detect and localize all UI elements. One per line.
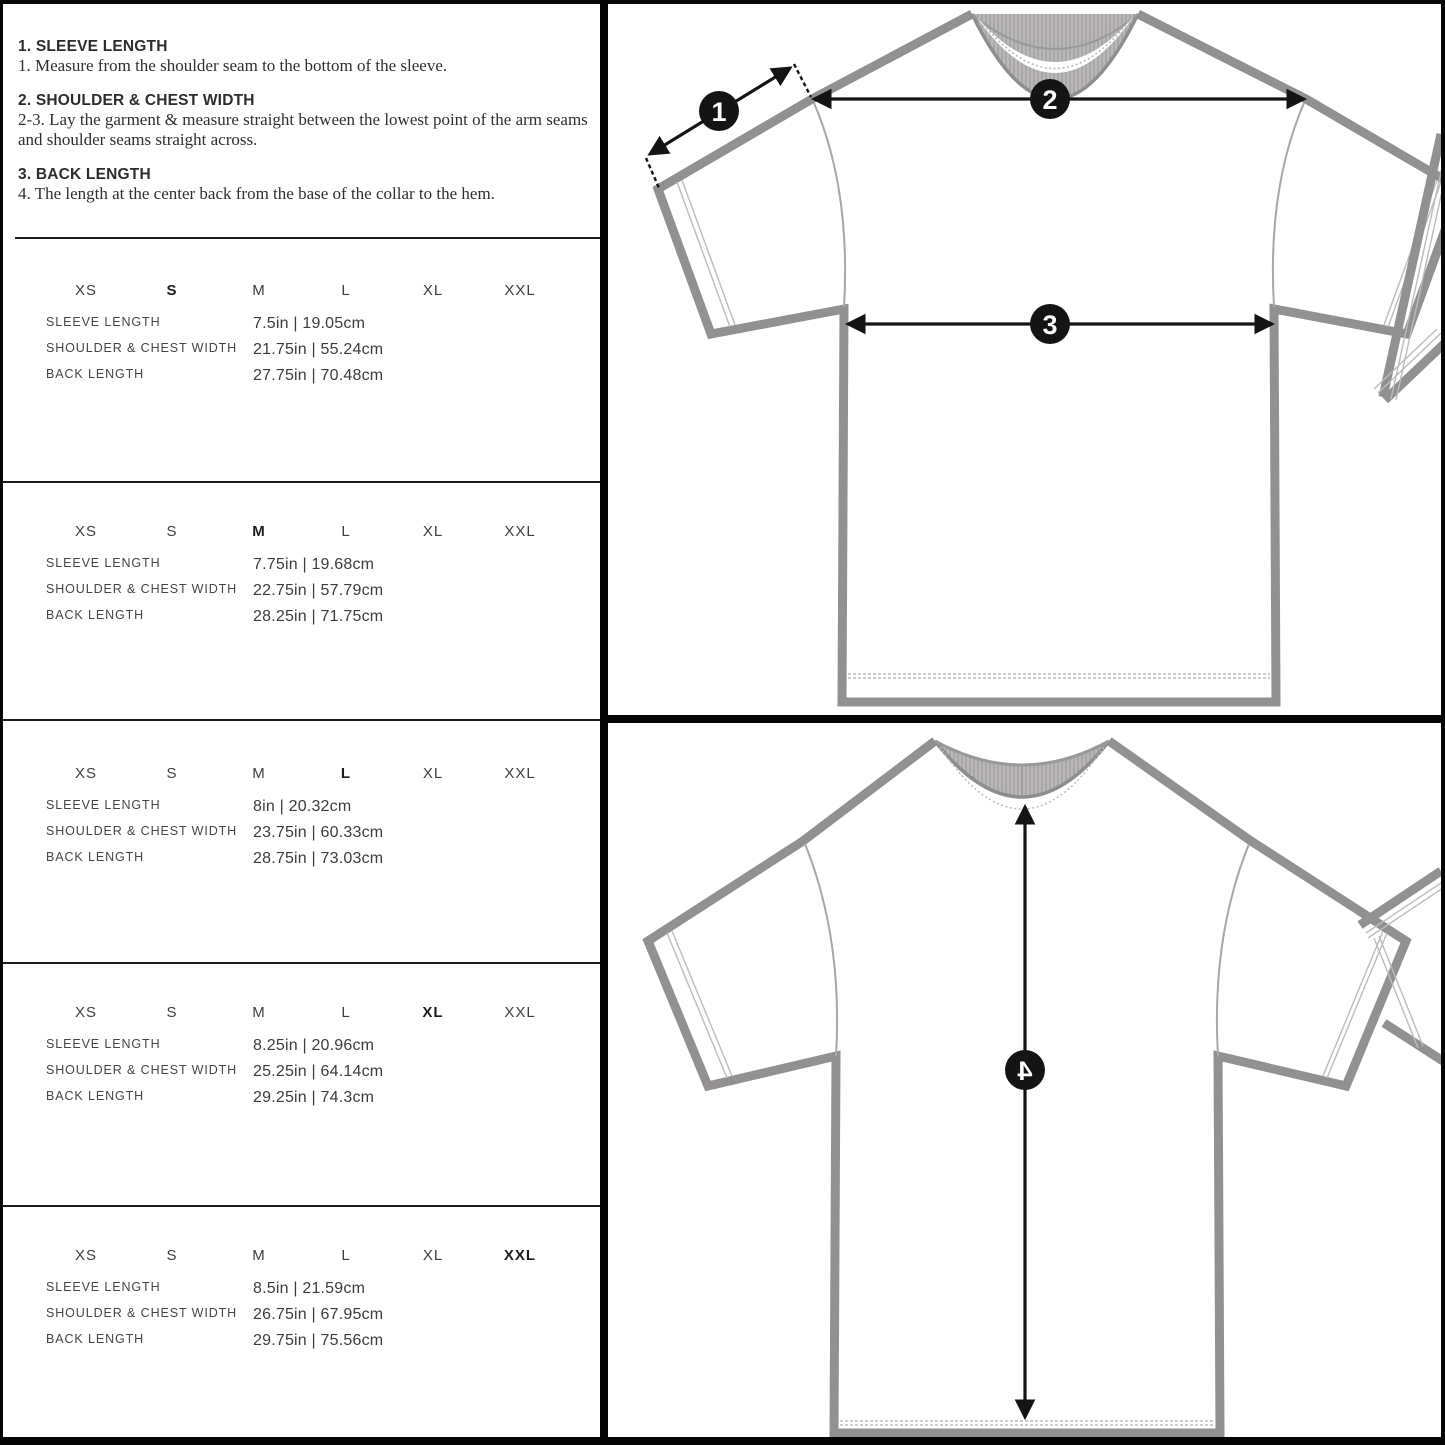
spec-value: 21.75in | 55.24cm bbox=[253, 341, 384, 358]
size-option-s: S bbox=[166, 765, 178, 782]
spec-label: BACK LENGTH bbox=[46, 608, 145, 622]
size-option-xxl: XXL bbox=[504, 765, 536, 782]
spec-value: 7.5in | 19.05cm bbox=[253, 315, 366, 332]
size-option-xs: XS bbox=[74, 1247, 98, 1264]
size-option-s: S bbox=[166, 282, 178, 299]
spec-value: 27.75in | 70.48cm bbox=[253, 367, 384, 384]
size-table-xxl bbox=[3, 1205, 600, 1445]
size-option-xs: XS bbox=[74, 282, 98, 299]
spec-value: 23.75in | 60.33cm bbox=[253, 824, 384, 841]
spec-label: BACK LENGTH bbox=[46, 850, 145, 864]
spec-label: SLEEVE LENGTH bbox=[46, 1280, 161, 1294]
size-option-l: L bbox=[340, 765, 352, 782]
size-option-xxl: XXL bbox=[503, 1247, 537, 1264]
section-divider bbox=[15, 237, 600, 239]
size-option-xxl: XXL bbox=[504, 523, 536, 540]
spec-label: SHOULDER & CHEST WIDTH bbox=[46, 582, 238, 596]
spec-label: BACK LENGTH bbox=[46, 1332, 145, 1346]
size-option-xs: XS bbox=[74, 1004, 98, 1021]
tshirt-back-diagram bbox=[608, 723, 1441, 1437]
size-option-m: M bbox=[252, 1004, 266, 1021]
size-option-s: S bbox=[166, 523, 178, 540]
size-option-xl: XL bbox=[422, 523, 444, 540]
spec-label: SHOULDER & CHEST WIDTH bbox=[46, 1063, 238, 1077]
size-option-l: L bbox=[341, 523, 351, 540]
size-option-s: S bbox=[166, 1247, 178, 1264]
size-option-xl: XL bbox=[422, 1004, 444, 1021]
spec-label: SHOULDER & CHEST WIDTH bbox=[46, 341, 238, 355]
spec-value: 29.25in | 74.3cm bbox=[253, 1089, 375, 1106]
measuring-instructions bbox=[18, 38, 590, 220]
spec-value: 28.75in | 73.03cm bbox=[253, 850, 384, 867]
tshirt-front-diagram-panel bbox=[608, 4, 1441, 715]
svg-text:1: 1 bbox=[711, 97, 727, 127]
callout-3 bbox=[1030, 304, 1070, 344]
size-table-s bbox=[3, 240, 600, 480]
svg-text:4: 4 bbox=[1017, 1056, 1033, 1086]
callout-4 bbox=[1005, 1050, 1045, 1090]
spec-value: 8.5in | 21.59cm bbox=[253, 1280, 366, 1297]
tshirt-front-diagram bbox=[608, 4, 1441, 715]
spec-value: 26.75in | 67.95cm bbox=[253, 1306, 384, 1323]
instruction-body: 1. Measure from the shoulder seam to the bottom of the sleeve. bbox=[18, 56, 448, 75]
callout-1 bbox=[699, 91, 739, 131]
spec-value: 25.25in | 64.14cm bbox=[253, 1063, 384, 1080]
size-option-l: L bbox=[341, 1247, 351, 1264]
instruction-heading: 3. BACK LENGTH bbox=[18, 166, 151, 184]
size-option-m: M bbox=[252, 523, 266, 540]
size-option-xl: XL bbox=[422, 282, 444, 299]
spec-value: 8.25in | 20.96cm bbox=[253, 1037, 375, 1054]
callout-2 bbox=[1030, 79, 1070, 119]
instruction-body: 2-3. Lay the garment & measure straight between the lowest point of the arm seams and shoulder seams straight across. bbox=[18, 109, 588, 150]
spec-label: SHOULDER & CHEST WIDTH bbox=[46, 1306, 238, 1320]
spec-value: 29.75in | 75.56cm bbox=[253, 1332, 384, 1349]
spec-label: SLEEVE LENGTH bbox=[46, 315, 161, 329]
instruction-body: 4. The length at the center back from the base of the collar to the hem. bbox=[18, 184, 495, 204]
size-option-l: L bbox=[341, 1004, 351, 1021]
spec-label: SLEEVE LENGTH bbox=[46, 798, 161, 812]
spec-value: 7.75in | 19.68cm bbox=[253, 556, 375, 573]
spec-label: SHOULDER & CHEST WIDTH bbox=[46, 824, 238, 838]
size-table-m bbox=[3, 481, 600, 721]
spec-label: BACK LENGTH bbox=[46, 1089, 145, 1103]
svg-text:3: 3 bbox=[1042, 310, 1058, 340]
spec-label: SLEEVE LENGTH bbox=[46, 556, 161, 570]
size-option-xs: XS bbox=[74, 765, 98, 782]
tshirt-back-diagram-panel bbox=[608, 723, 1441, 1437]
size-option-xxl: XXL bbox=[504, 1004, 536, 1021]
spec-value: 28.25in | 71.75cm bbox=[253, 608, 384, 625]
size-option-xl: XL bbox=[422, 765, 444, 782]
instruction-heading: 1. SLEEVE LENGTH bbox=[18, 38, 168, 55]
size-option-xs: XS bbox=[74, 523, 98, 540]
size-table-xl bbox=[3, 962, 600, 1202]
size-option-s: S bbox=[166, 1004, 178, 1021]
svg-text:2: 2 bbox=[1042, 85, 1058, 115]
size-option-m: M bbox=[252, 1247, 266, 1264]
spec-value: 22.75in | 57.79cm bbox=[253, 582, 384, 599]
spec-label: SLEEVE LENGTH bbox=[46, 1037, 161, 1051]
size-option-xxl: XXL bbox=[504, 282, 536, 299]
size-option-l: L bbox=[341, 282, 351, 299]
size-option-m: M bbox=[252, 282, 266, 299]
size-table-l bbox=[3, 723, 600, 963]
instruction-heading: 2. SHOULDER & CHEST WIDTH bbox=[18, 91, 255, 109]
spec-value: 8in | 20.32cm bbox=[253, 798, 352, 815]
spec-label: BACK LENGTH bbox=[46, 367, 145, 381]
size-option-xl: XL bbox=[422, 1247, 444, 1264]
size-info-panel bbox=[3, 4, 600, 1437]
size-option-m: M bbox=[252, 765, 266, 782]
